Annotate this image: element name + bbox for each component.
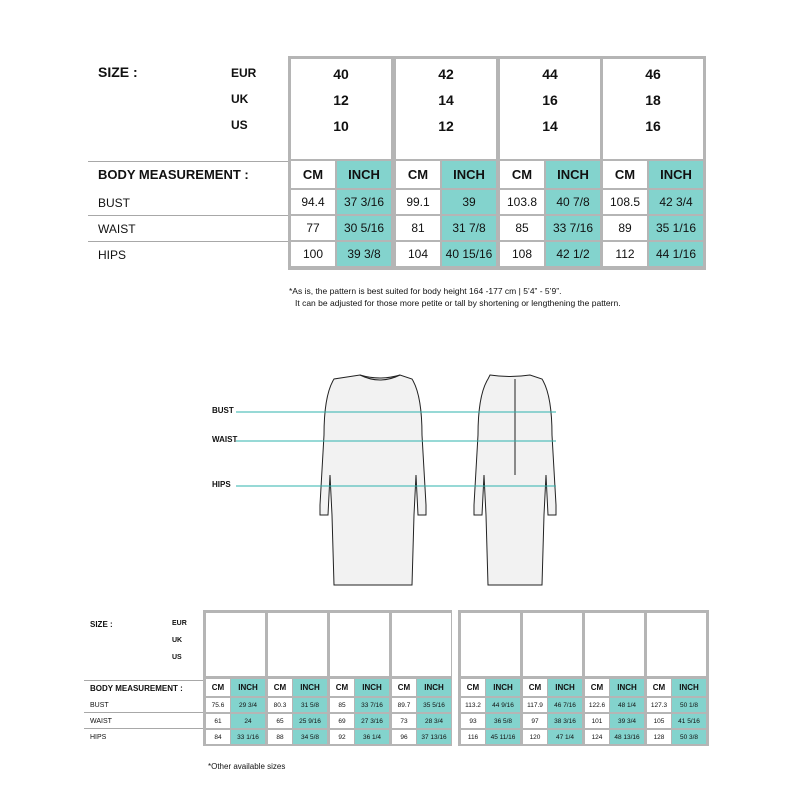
inch-header: INCH [337,161,391,188]
other-cm-value: 89.7 [392,698,416,712]
cm-value: 112 [603,242,647,266]
row-label-waist: WAIST [98,222,136,236]
size-column-header [603,59,703,159]
frame-gap [452,610,458,746]
other-size-uk-value: 6 [295,636,300,645]
other-cm-value: 96 [392,730,416,744]
other-inch-header: INCH [672,679,706,696]
other-sizes-note: *Other available sizes [208,762,286,771]
other-cm-value: 61 [206,714,230,728]
cm-value: 108 [500,242,544,266]
other-cm-value: 93 [461,714,485,728]
other-row-label-waist: WAIST [90,718,112,725]
other-cm-value: 113.2 [461,698,485,712]
cm-header: CM [291,161,335,188]
other-size-column-header [585,613,644,676]
other-size-uk-value: 22 [548,636,557,645]
other-size-eur-value: 32 [231,619,240,628]
other-cm-value: 73 [392,714,416,728]
other-cm-value: 105 [647,714,671,728]
other-cm-value: 65 [268,714,292,728]
size-column-header [291,59,391,159]
cm-value: 103.8 [500,190,544,214]
other-cm-header: CM [523,679,547,696]
other-inch-value: 35 5/16 [417,698,451,712]
cm-value: 108.5 [603,190,647,214]
dress-back [474,375,556,585]
other-size-column-header [392,613,451,676]
other-size-uk-value: 24 [610,636,619,645]
other-cm-header: CM [268,679,292,696]
inch-value: 44 1/16 [649,242,703,266]
other-cm-value: 88 [268,730,292,744]
other-cm-value: 128 [647,730,671,744]
size-us-value: 10 [333,118,349,134]
other-inch-value: 38 3/16 [548,714,582,728]
size-column-header [500,59,600,159]
other-inch-value: 46 7/16 [548,698,582,712]
other-inch-header: INCH [548,679,582,696]
size-uk-value: 16 [542,92,558,108]
other-cm-value: 127.3 [647,698,671,712]
other-inch-header: INCH [486,679,520,696]
other-inch-value: 31 5/8 [293,698,327,712]
other-size-us-value: 18 [486,653,495,662]
size-us-value: 16 [645,118,661,134]
cm-value: 77 [291,216,335,240]
other-uk-label: UK [172,637,183,644]
other-inch-header: INCH [355,679,389,696]
other-size-eur-value: 34 [293,619,302,628]
inch-value: 40 7/8 [546,190,600,214]
other-body-measurement-label: BODY MEASUREMENT : [90,684,183,693]
other-inch-value: 41 5/16 [672,714,706,728]
other-inch-value: 27 3/16 [355,714,389,728]
divider [88,215,288,216]
other-size-eur-value: 54 [672,619,681,628]
other-inch-value: 39 3/4 [610,714,644,728]
cm-header: CM [603,161,647,188]
inch-value: 30 5/16 [337,216,391,240]
inch-value: 33 7/16 [546,216,600,240]
other-size-label: SIZE : [90,620,113,629]
cm-value: 94.4 [291,190,335,214]
other-cm-value: 122.6 [585,698,609,712]
other-size-uk-value: 20 [486,636,495,645]
other-cm-value: 97 [523,714,547,728]
divider [88,161,288,162]
figure-label-hips: HIPS [212,480,231,489]
size-us-value: 12 [438,118,454,134]
size-column-header [396,59,496,159]
size-uk-value: 12 [333,92,349,108]
other-cm-value: 101 [585,714,609,728]
other-inch-value: 44 9/16 [486,698,520,712]
other-inch-value: 48 1/4 [610,698,644,712]
body-measurement-label: BODY MEASUREMENT : [98,167,249,182]
other-inch-value: 36 5/8 [486,714,520,728]
other-inch-value: 25 9/16 [293,714,327,728]
cm-value: 89 [603,216,647,240]
dress-illustration [200,355,600,595]
other-size-eur-value: 36 [355,619,364,628]
other-cm-header: CM [330,679,354,696]
eur-label: EUR [231,66,257,80]
other-cm-value: 92 [330,730,354,744]
other-cm-value: 85 [330,698,354,712]
other-size-us-value: 6 [357,653,362,662]
cm-value: 81 [396,216,440,240]
cm-value: 99.1 [396,190,440,214]
cm-value: 100 [291,242,335,266]
other-size-us-value: 8 [419,653,424,662]
inch-value: 39 3/8 [337,242,391,266]
size-eur-value: 40 [333,66,349,82]
other-inch-value: 37 13/16 [417,730,451,744]
other-size-column-header [523,613,582,676]
height-note: *As is, the pattern is best suited for body height 164 -177 cm | 5’4” - 5’9”. [289,286,562,296]
inch-value: 31 7/8 [442,216,496,240]
inch-header: INCH [546,161,600,188]
other-size-us-value: 4 [295,653,300,662]
inch-value: 42 3/4 [649,190,703,214]
other-inch-value: 50 1/8 [672,698,706,712]
other-inch-header: INCH [610,679,644,696]
other-size-uk-value: 10 [417,636,426,645]
other-cm-value: 124 [585,730,609,744]
size-eur-value: 42 [438,66,454,82]
other-size-column-header [647,613,706,676]
other-cm-header: CM [206,679,230,696]
cm-header: CM [500,161,544,188]
other-inch-value: 33 1/16 [231,730,265,744]
other-size-us-value: 22 [610,653,619,662]
adjust-note: It can be adjusted for those more petite or tall by shortening or lengthening the pattern. [295,298,621,308]
divider [88,241,288,242]
other-size-us-value: 2 [233,653,238,662]
inch-value: 37 3/16 [337,190,391,214]
figure-label-waist: WAIST [212,435,238,444]
size-us-value: 14 [542,118,558,134]
other-cm-header: CM [647,679,671,696]
inch-value: 42 1/2 [546,242,600,266]
other-size-eur-value: 38 [417,619,426,628]
row-label-bust: BUST [98,196,131,210]
other-size-column-header [461,613,520,676]
inch-header: INCH [442,161,496,188]
other-cm-value: 75.6 [206,698,230,712]
inch-value: 39 [442,190,496,214]
other-inch-value: 36 1/4 [355,730,389,744]
other-inch-value: 47 1/4 [548,730,582,744]
other-cm-value: 80.3 [268,698,292,712]
other-size-uk-value: 4 [233,636,238,645]
other-inch-value: 45 11/16 [486,730,520,744]
other-inch-header: INCH [293,679,327,696]
size-uk-value: 18 [645,92,661,108]
cm-value: 85 [500,216,544,240]
other-size-uk-value: 26 [672,636,681,645]
other-inch-value: 29 3/4 [231,698,265,712]
size-uk-value: 14 [438,92,454,108]
other-size-column-header [268,613,327,676]
other-inch-value: 50 3/8 [672,730,706,744]
divider [84,728,203,729]
cm-value: 104 [396,242,440,266]
other-inch-value: 48 13/16 [610,730,644,744]
inch-header: INCH [649,161,703,188]
other-size-column-header [206,613,265,676]
other-cm-value: 120 [523,730,547,744]
other-eur-label: EUR [172,620,187,627]
other-size-us-value: 20 [548,653,557,662]
other-inch-value: 28 3/4 [417,714,451,728]
other-cm-value: 69 [330,714,354,728]
other-row-label-bust: BUST [90,702,109,709]
inch-value: 40 15/16 [442,242,496,266]
cm-header: CM [396,161,440,188]
other-size-column-header [330,613,389,676]
other-size-uk-value: 8 [357,636,362,645]
other-us-label: US [172,654,182,661]
row-label-hips: HIPS [98,248,127,262]
other-inch-header: INCH [231,679,265,696]
other-cm-header: CM [392,679,416,696]
other-cm-value: 116 [461,730,485,744]
other-inch-value: 33 7/16 [355,698,389,712]
other-row-label-hips: HIPS [90,734,107,741]
other-size-eur-value: 52 [610,619,619,628]
other-cm-header: CM [461,679,485,696]
other-inch-value: 34 5/8 [293,730,327,744]
other-cm-value: 84 [206,730,230,744]
other-cm-value: 117.9 [523,698,547,712]
other-inch-header: INCH [417,679,451,696]
size-eur-value: 44 [542,66,558,82]
uk-label: UK [231,92,249,106]
size-eur-value: 46 [645,66,661,82]
other-size-eur-value: 48 [486,619,495,628]
other-cm-header: CM [585,679,609,696]
us-label: US [231,118,248,132]
other-size-eur-value: 50 [548,619,557,628]
dress-front [320,375,426,585]
divider [84,712,203,713]
figure-label-bust: BUST [212,406,234,415]
divider [84,680,203,681]
size-label: SIZE : [98,64,138,80]
inch-value: 35 1/16 [649,216,703,240]
other-size-us-value: 24 [672,653,681,662]
other-inch-value: 24 [231,714,265,728]
